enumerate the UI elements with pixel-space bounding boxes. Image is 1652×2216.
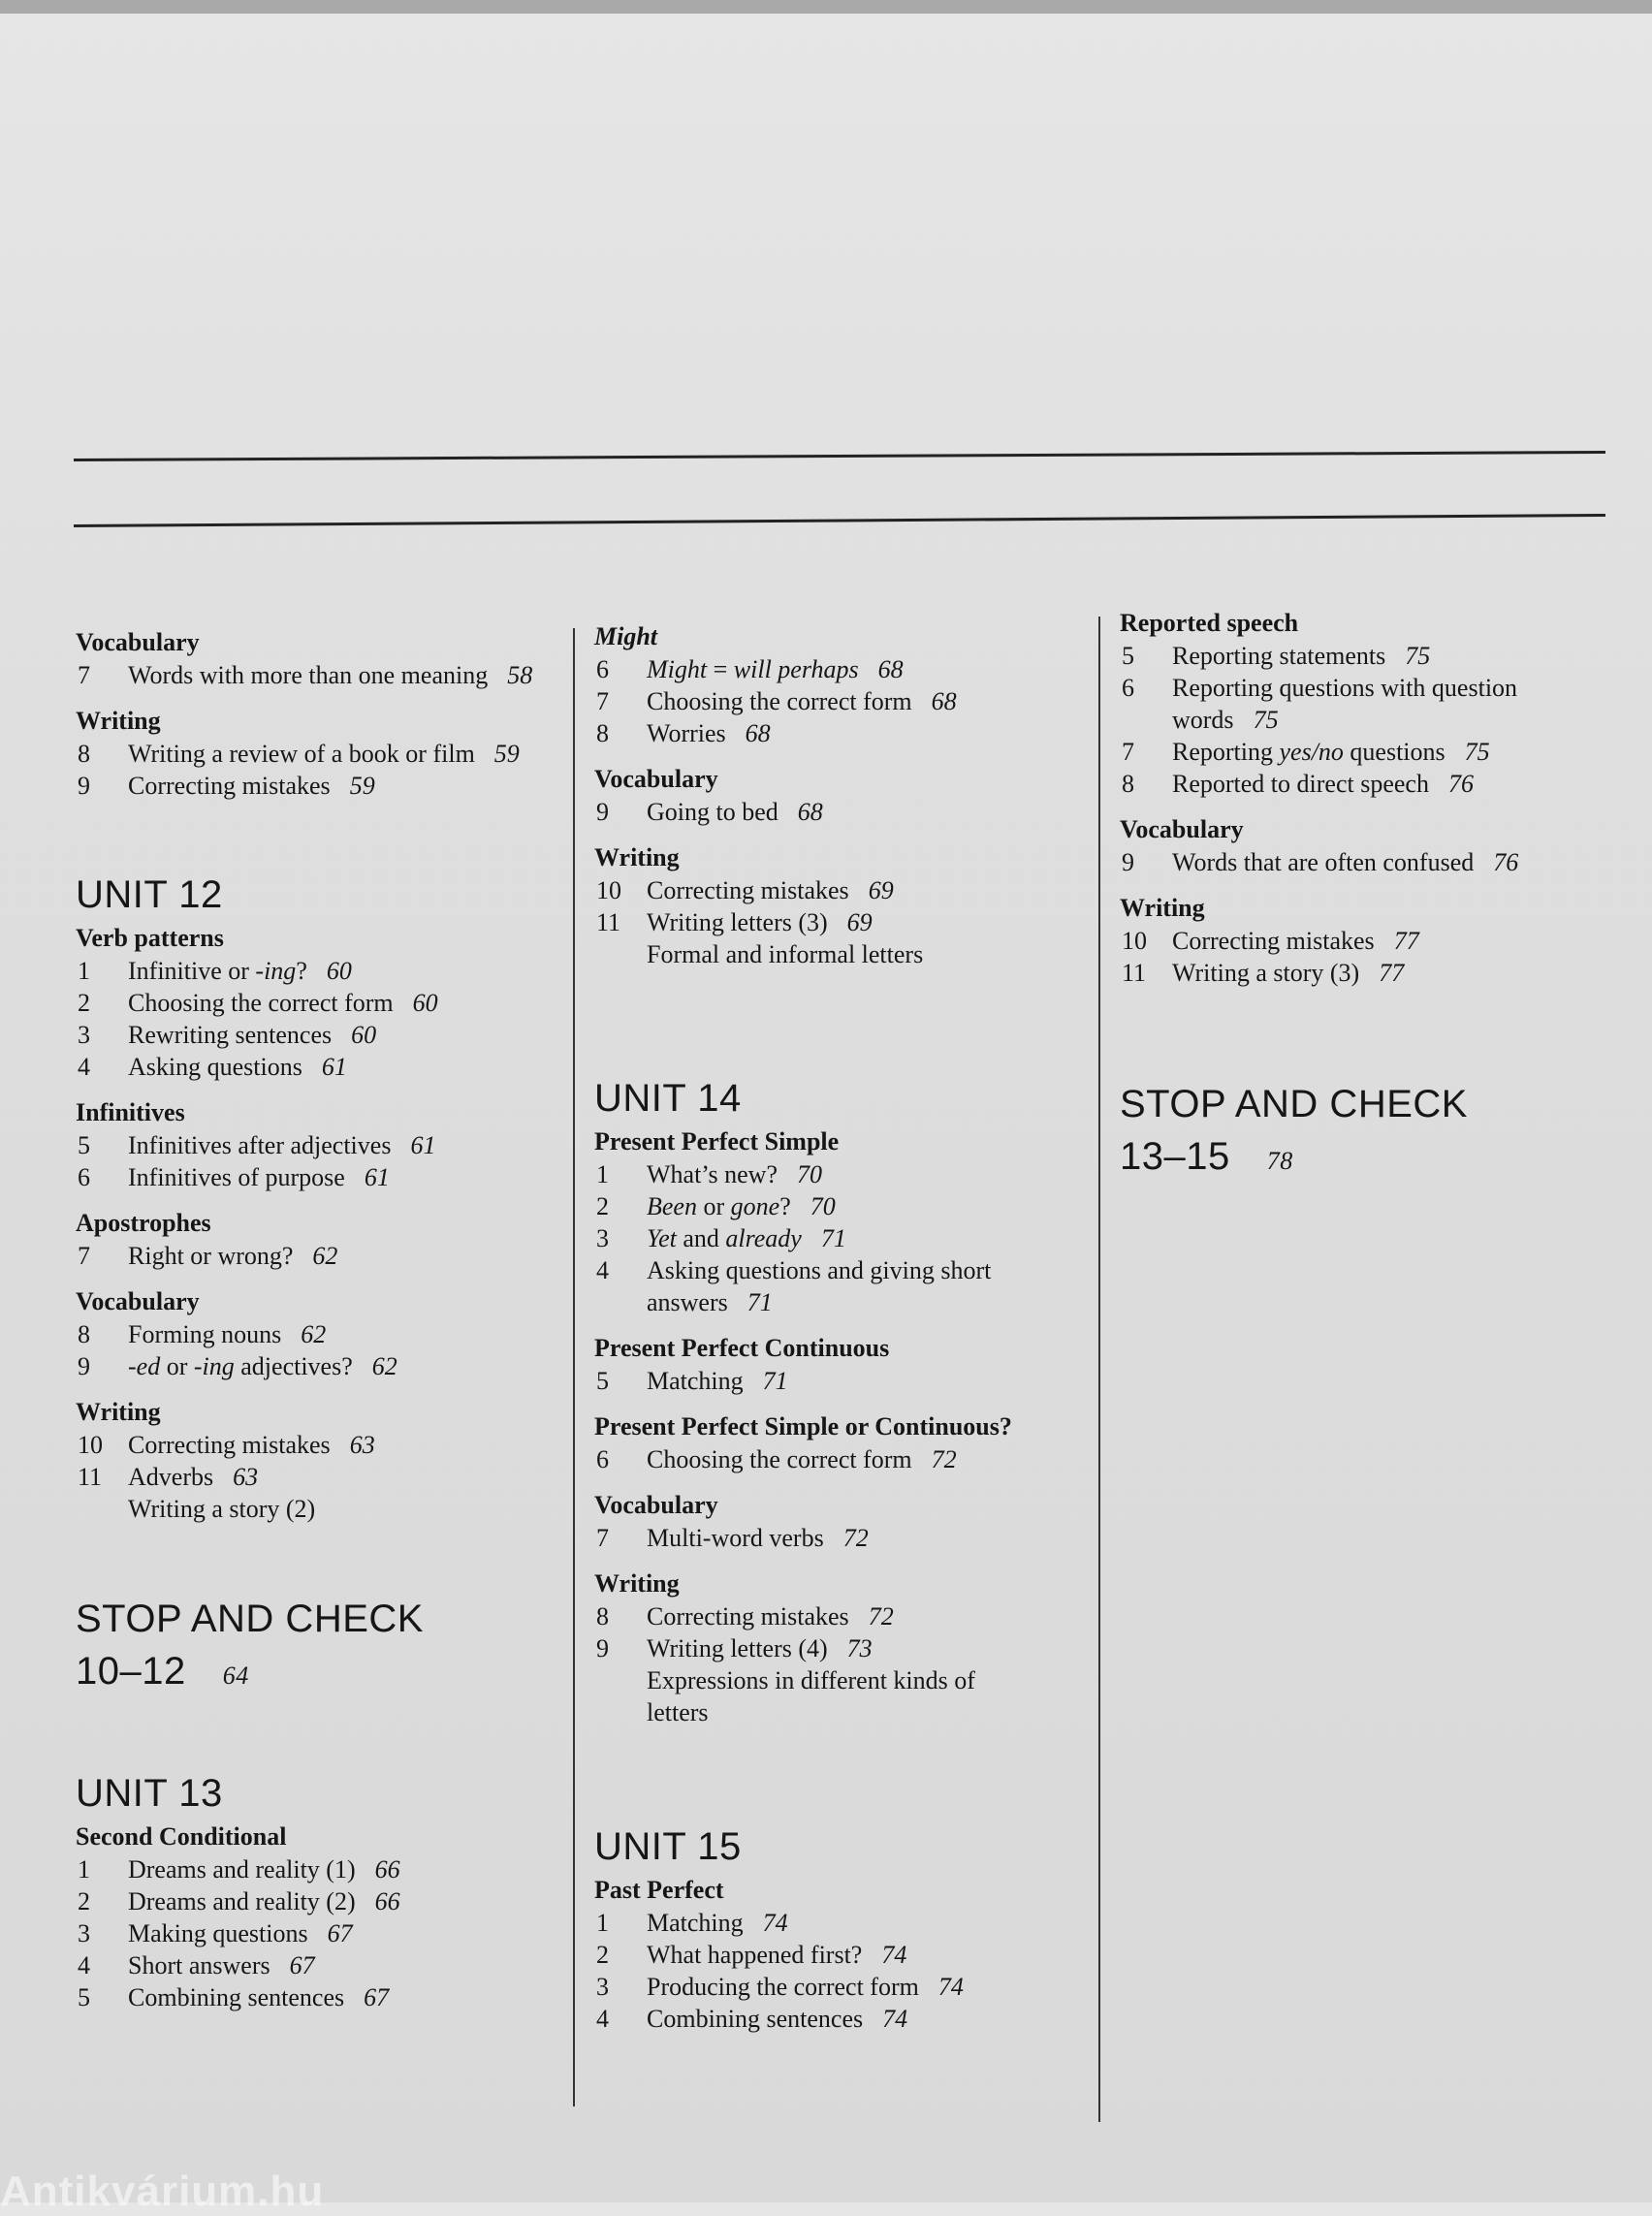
contents-entry — [594, 1971, 1098, 2003]
contents-entry — [594, 1939, 1098, 1971]
section-heading: Writing — [1120, 894, 1205, 922]
entry-page: 62 — [371, 1352, 397, 1380]
entry-page: 66 — [374, 1887, 400, 1915]
entry-title-italic: will perhaps — [733, 655, 859, 683]
entry-number: 7 — [78, 661, 90, 689]
entry-title — [1172, 957, 1624, 989]
entry-page: 68 — [745, 719, 771, 747]
contents-entry-subline — [76, 1493, 580, 1525]
contents-entry — [594, 1907, 1098, 1939]
stop-and-check-heading — [1120, 1078, 1624, 1187]
stop-and-check-range — [1120, 1130, 1624, 1187]
entry-number: 4 — [78, 1951, 90, 1979]
entry-title — [647, 653, 1098, 685]
contents-entry — [594, 1254, 1098, 1286]
entry-number: 3 — [78, 1021, 90, 1049]
contents-entry-subline — [594, 1696, 1098, 1728]
entry-title-italic: gone — [730, 1192, 780, 1220]
entry-page: 67 — [289, 1951, 315, 1979]
contents-entry — [76, 1981, 580, 2013]
entry-page: 63 — [349, 1431, 375, 1459]
contents-entry — [594, 1522, 1098, 1554]
section-heading: Might — [594, 622, 658, 650]
entry-title — [647, 1158, 1098, 1190]
entry-page: 75 — [1253, 706, 1279, 734]
entry-page: 67 — [327, 1919, 353, 1947]
entry-title-text: What happened first? — [647, 1941, 863, 1969]
entry-title — [647, 1907, 1098, 1939]
contents-entry — [1120, 736, 1624, 768]
entry-number: 9 — [596, 1634, 609, 1662]
entry-subtitle: Formal and informal letters — [647, 940, 924, 968]
entry-page: 74 — [882, 2005, 908, 2033]
stop-range-text: 13–15 — [1120, 1135, 1230, 1178]
contents-column-1 — [76, 626, 580, 2013]
contents-entry — [594, 1222, 1098, 1254]
contents-entry — [76, 1461, 580, 1493]
entry-number: 7 — [596, 1524, 609, 1552]
section-heading: Writing — [76, 707, 161, 735]
watermark: Antikvárium.hu — [0, 2168, 325, 2215]
entry-page: 72 — [931, 1445, 957, 1473]
section-heading: Present Perfect Continuous — [594, 1334, 890, 1362]
entry-title — [647, 1971, 1098, 2003]
contents-entry-subline — [594, 1286, 1098, 1318]
contents-entry — [76, 770, 580, 802]
entry-title — [128, 955, 580, 987]
entry-number: 8 — [78, 1320, 90, 1348]
entry-title-text: or — [696, 1192, 731, 1220]
contents-entry — [594, 1632, 1098, 1664]
entry-number: 8 — [1122, 770, 1134, 798]
entry-title — [1172, 640, 1624, 672]
contents-entry — [76, 1429, 580, 1461]
entry-title-text: Forming nouns — [128, 1320, 282, 1348]
entry-number: 11 — [78, 1463, 103, 1491]
entry-title-text: Right or wrong? — [128, 1242, 294, 1270]
contents-entry — [76, 987, 580, 1019]
entry-title-italic: -ing — [193, 1352, 235, 1380]
entry-page: 61 — [321, 1053, 347, 1081]
entry-title — [647, 874, 1098, 906]
contents-entry — [594, 1443, 1098, 1475]
entry-number: 1 — [78, 1855, 90, 1884]
entry-number: 9 — [78, 1352, 90, 1380]
entry-title — [647, 1286, 1098, 1318]
entry-title — [647, 1365, 1098, 1397]
entry-page: 68 — [877, 655, 904, 683]
entry-title — [128, 1853, 580, 1885]
entry-title — [128, 770, 580, 802]
entry-title — [647, 906, 1098, 938]
entry-title-text: Correcting mistakes — [128, 772, 331, 800]
entry-title-text: or — [160, 1352, 194, 1380]
entry-page: 66 — [374, 1855, 400, 1884]
contents-entry — [76, 1019, 580, 1051]
entry-number: 5 — [78, 1131, 90, 1159]
entry-number: 9 — [78, 772, 90, 800]
entry-title-text: Reporting statements — [1172, 642, 1386, 670]
entry-title-text: Multi-word verbs — [647, 1524, 824, 1552]
entry-title-text: Producing the correct form — [647, 1973, 919, 2001]
entry-number: 3 — [78, 1919, 90, 1947]
entry-title-italic: -ed — [128, 1352, 161, 1380]
entry-title — [128, 1949, 580, 1981]
entry-title-text: Writing letters (3) — [647, 908, 828, 936]
entry-title — [1172, 736, 1624, 768]
entry-title-text: = — [707, 655, 734, 683]
entry-title-text: and — [676, 1224, 726, 1252]
entry-number: 6 — [78, 1163, 90, 1191]
section-heading: Verb patterns — [76, 924, 224, 952]
unit-heading: UNIT 12 — [76, 873, 223, 916]
entry-title-italic: -ing — [255, 957, 297, 985]
entry-number: 2 — [596, 1941, 609, 1969]
entry-title — [647, 1522, 1098, 1554]
entry-title — [128, 987, 580, 1019]
contents-entry-subline — [594, 1664, 1098, 1696]
entry-page: 76 — [1447, 770, 1474, 798]
contents-entry — [594, 653, 1098, 685]
entry-title-text: Short answers — [128, 1951, 270, 1979]
entry-title-text: adjectives? — [234, 1352, 353, 1380]
entry-title — [647, 1632, 1098, 1664]
contents-entry-subline — [594, 938, 1098, 970]
stop-and-check-title: STOP AND CHECK — [76, 1598, 424, 1640]
entry-page: 67 — [364, 1983, 390, 2011]
entry-number: 10 — [1122, 927, 1147, 955]
entry-title-text: Reporting — [1172, 738, 1280, 766]
contents-entry — [76, 1949, 580, 1981]
entry-title-text: Dreams and reality (2) — [128, 1887, 356, 1915]
entry-number: 9 — [596, 798, 609, 826]
entry-title-italic: Been — [647, 1192, 697, 1220]
entry-title — [128, 1981, 580, 2013]
unit-heading: UNIT 13 — [76, 1772, 223, 1815]
entry-number: 2 — [78, 1887, 90, 1915]
entry-number: 5 — [78, 1983, 90, 2011]
section-heading: Vocabulary — [594, 765, 718, 793]
stop-and-check-heading — [76, 1593, 580, 1702]
entry-page: 60 — [412, 989, 438, 1017]
entry-title — [1172, 925, 1624, 957]
entry-title — [647, 1443, 1098, 1475]
entry-page: 61 — [364, 1163, 390, 1191]
section-heading: Second Conditional — [76, 1822, 287, 1851]
entry-title — [128, 1019, 580, 1051]
stop-range-text: 10–12 — [76, 1650, 186, 1693]
section-heading: Writing — [76, 1398, 161, 1426]
contents-entry — [76, 1350, 580, 1382]
entry-number: 8 — [78, 740, 90, 768]
entry-title — [128, 1318, 580, 1350]
entry-title-text: Writing a story (3) — [1172, 959, 1360, 987]
contents-entry — [76, 1161, 580, 1193]
entry-title — [128, 738, 580, 770]
entry-title-text: Choosing the correct form — [128, 989, 394, 1017]
entry-page: 72 — [842, 1524, 869, 1552]
entry-title — [647, 717, 1098, 749]
entry-number: 10 — [78, 1431, 103, 1459]
contents-entry — [594, 1158, 1098, 1190]
entry-page: 69 — [868, 876, 894, 904]
entry-number: 6 — [596, 655, 609, 683]
contents-entry — [1120, 846, 1624, 878]
contents-entry — [76, 1885, 580, 1917]
entry-title-text: Reported to direct speech — [1172, 770, 1429, 798]
entry-title — [128, 1240, 580, 1272]
entry-title: Reporting questions with question — [1172, 674, 1518, 702]
entry-number: 7 — [1122, 738, 1134, 766]
entry-title — [1172, 704, 1624, 736]
section-heading: Writing — [594, 843, 680, 871]
contents-entry — [76, 1318, 580, 1350]
entry-page: 61 — [410, 1131, 436, 1159]
entry-title — [647, 2003, 1098, 2035]
entry-number: 10 — [596, 876, 621, 904]
entry-title — [128, 1350, 580, 1382]
contents-entry — [1120, 768, 1624, 800]
entry-number: 9 — [1122, 848, 1134, 876]
entry-title-text: Combining sentences — [128, 1983, 345, 2011]
entry-page: 73 — [846, 1634, 873, 1662]
entry-title-text: Worries — [647, 719, 726, 747]
entry-number: 2 — [596, 1192, 609, 1220]
contents-entry — [76, 1853, 580, 1885]
entry-number: 7 — [596, 687, 609, 715]
entry-title-text: Infinitives of purpose — [128, 1163, 345, 1191]
entry-page: 71 — [762, 1367, 788, 1395]
section-heading: Infinitives — [76, 1098, 185, 1126]
entry-page: 59 — [349, 772, 375, 800]
contents-column-2 — [594, 620, 1098, 2035]
contents-entry-subline — [1120, 704, 1624, 736]
entry-title — [647, 1600, 1098, 1632]
contents-entry — [594, 874, 1098, 906]
contents-entry — [594, 906, 1098, 938]
entry-title-text: Correcting mistakes — [128, 1431, 331, 1459]
contents-entry — [594, 796, 1098, 828]
entry-number: 11 — [1122, 959, 1147, 987]
entry-page: 74 — [937, 1973, 964, 2001]
entry-title-italic: yes/no — [1279, 738, 1344, 766]
section-heading: Vocabulary — [76, 1287, 200, 1315]
entry-page: 74 — [881, 1941, 907, 1969]
entry-page: 78 — [1266, 1147, 1293, 1175]
section-heading: Present Perfect Simple — [594, 1127, 840, 1155]
stop-and-check-title: STOP AND CHECK — [1120, 1083, 1468, 1125]
entry-page: 60 — [351, 1021, 377, 1049]
section-heading: Reported speech — [1120, 609, 1299, 637]
entry-page: 63 — [233, 1463, 259, 1491]
top-rule — [74, 451, 1605, 461]
entry-page: 70 — [797, 1160, 823, 1188]
entry-number: 8 — [596, 1602, 609, 1630]
entry-title-text: Adverbs — [128, 1463, 214, 1491]
entry-title — [128, 659, 580, 691]
entry-page: 75 — [1464, 738, 1490, 766]
entry-number: 1 — [596, 1160, 609, 1188]
entry-number: 4 — [596, 2005, 609, 2033]
entry-number: 1 — [78, 957, 90, 985]
entry-title-text: Correcting mistakes — [1172, 927, 1375, 955]
entry-title — [647, 685, 1098, 717]
entry-title-text: Combining sentences — [647, 2005, 864, 2033]
contents-entry — [1120, 640, 1624, 672]
entry-page: 60 — [326, 957, 352, 985]
entry-title-text: Words that are often confused — [1172, 848, 1475, 876]
entry-title-italic: already — [725, 1224, 802, 1252]
entry-title-text: questions — [1343, 738, 1446, 766]
entry-title-text: Matching — [647, 1909, 744, 1937]
top-edge-band — [0, 0, 1652, 14]
entry-number: 1 — [596, 1909, 609, 1937]
entry-title — [128, 1917, 580, 1949]
entry-page: 68 — [931, 687, 957, 715]
entry-title-text: Asking questions — [128, 1053, 302, 1081]
entry-title — [128, 1461, 580, 1493]
entry-number: 4 — [78, 1053, 90, 1081]
entry-page: 75 — [1405, 642, 1431, 670]
entry-title-text: Infinitive or — [128, 957, 256, 985]
entry-title-text: Correcting mistakes — [647, 876, 849, 904]
entry-title-text: Writing a review of a book or film — [128, 740, 475, 768]
entry-page: 69 — [846, 908, 873, 936]
entry-page: 71 — [747, 1288, 773, 1316]
entry-title-italic: Yet — [647, 1224, 677, 1252]
entry-title-text: Matching — [647, 1367, 744, 1395]
entry-title-text: ? — [779, 1192, 791, 1220]
entry-title — [1172, 768, 1624, 800]
column-divider-2 — [1098, 617, 1100, 2122]
entry-title-text: Infinitives after adjectives — [128, 1131, 392, 1159]
entry-title-text: Making questions — [128, 1919, 308, 1947]
entry-number: 7 — [78, 1242, 90, 1270]
entry-number: 5 — [1122, 642, 1134, 670]
entry-page: 64 — [222, 1662, 249, 1690]
contents-entry — [76, 955, 580, 987]
entry-title — [128, 1429, 580, 1461]
entry-title-text: Dreams and reality (1) — [128, 1855, 356, 1884]
entry-title: Asking questions and giving short — [647, 1256, 992, 1284]
entry-title — [128, 1129, 580, 1161]
entry-title-text: answers — [647, 1288, 728, 1316]
entry-number: 3 — [596, 1973, 609, 2001]
entry-title — [128, 1161, 580, 1193]
entry-title-text: Correcting mistakes — [647, 1602, 849, 1630]
entry-title-italic: Might — [647, 655, 708, 683]
entry-page: 77 — [1379, 959, 1405, 987]
entry-page: 62 — [312, 1242, 338, 1270]
entry-number: 2 — [78, 989, 90, 1017]
entry-number: 6 — [596, 1445, 609, 1473]
contents-entry — [76, 738, 580, 770]
entry-page: 72 — [868, 1602, 894, 1630]
stop-and-check-range — [76, 1645, 580, 1702]
entry-title-text: words — [1172, 706, 1234, 734]
entry-page: 70 — [810, 1192, 836, 1220]
contents-entry — [594, 685, 1098, 717]
entry-title-text: Choosing the correct form — [647, 1445, 912, 1473]
contents-entry — [76, 1240, 580, 1272]
entry-subtitle: Expressions in different kinds of — [647, 1666, 975, 1694]
unit-heading: UNIT 15 — [594, 1825, 742, 1868]
entry-number: 11 — [596, 908, 621, 936]
entry-page: 74 — [762, 1909, 788, 1937]
entry-title — [1172, 846, 1624, 878]
entry-title-text: Rewriting sentences — [128, 1021, 333, 1049]
entry-title — [647, 1190, 1098, 1222]
entry-title — [128, 1885, 580, 1917]
entry-title-text: Words with more than one meaning — [128, 661, 489, 689]
contents-entry — [594, 2003, 1098, 2035]
entry-number: 4 — [596, 1256, 609, 1284]
contents-entry — [76, 659, 580, 691]
section-heading: Writing — [594, 1569, 680, 1598]
contents-entry — [594, 1365, 1098, 1397]
entry-page: 77 — [1393, 927, 1419, 955]
section-heading: Past Perfect — [594, 1876, 724, 1904]
entry-page: 71 — [820, 1224, 846, 1252]
entry-number: 6 — [1122, 674, 1134, 702]
entry-title-text: ? — [296, 957, 307, 985]
contents-entry — [76, 1051, 580, 1083]
section-heading: Apostrophes — [76, 1209, 211, 1237]
contents-entry — [594, 1190, 1098, 1222]
section-heading: Vocabulary — [594, 1491, 718, 1519]
section-heading: Present Perfect Simple or Continuous? — [594, 1412, 1012, 1440]
entry-title-text: Writing letters (4) — [647, 1634, 828, 1662]
entry-subtitle: letters — [647, 1698, 709, 1726]
contents-entry — [1120, 925, 1624, 957]
entry-title-text: Going to bed — [647, 798, 778, 826]
entry-number: 5 — [596, 1367, 609, 1395]
contents-entry — [594, 1600, 1098, 1632]
entry-title-text: What’s new? — [647, 1160, 778, 1188]
entry-page: 68 — [797, 798, 823, 826]
section-heading: Vocabulary — [76, 628, 200, 656]
entry-page: 62 — [301, 1320, 327, 1348]
contents-column-3 — [1120, 607, 1624, 1187]
entry-page: 58 — [507, 661, 533, 689]
entry-title — [128, 1051, 580, 1083]
entry-title — [647, 1222, 1098, 1254]
entry-title — [647, 1939, 1098, 1971]
section-heading: Vocabulary — [1120, 815, 1244, 843]
contents-entry — [594, 717, 1098, 749]
contents-entry — [1120, 957, 1624, 989]
entry-title — [647, 796, 1098, 828]
entry-title-text: Choosing the correct form — [647, 687, 912, 715]
entry-page: 59 — [493, 740, 520, 768]
second-rule — [74, 514, 1605, 527]
entry-number: 8 — [596, 719, 609, 747]
contents-entry — [1120, 672, 1624, 704]
contents-entry — [76, 1129, 580, 1161]
unit-heading: UNIT 14 — [594, 1077, 742, 1120]
entry-page: 76 — [1493, 848, 1519, 876]
entry-number: 3 — [596, 1224, 609, 1252]
entry-subtitle: Writing a story (2) — [128, 1495, 316, 1523]
contents-entry — [76, 1917, 580, 1949]
